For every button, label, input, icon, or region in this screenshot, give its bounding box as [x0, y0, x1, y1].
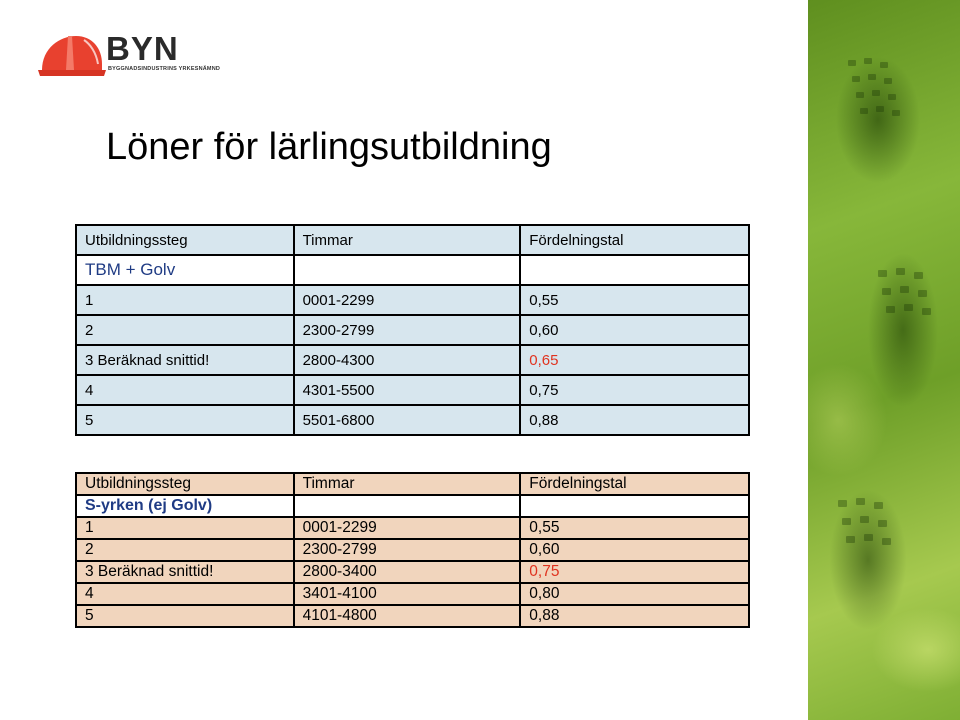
byn-logo	[38, 30, 221, 80]
table-row	[76, 605, 749, 627]
cell-step: 2	[76, 539, 294, 561]
cell-step: 5	[76, 405, 294, 435]
section-row	[76, 255, 749, 285]
logo-subtext: BYGGNADSINDUSTRINS YRKESNÄMND	[108, 66, 221, 72]
table-row	[76, 517, 749, 539]
header-utbildningssteg: Utbildningssteg	[76, 225, 294, 255]
section-row	[76, 495, 749, 517]
table-row	[76, 561, 749, 583]
cell-hours: 2300-2799	[294, 315, 521, 345]
cell-hours: 3401-4100	[294, 583, 521, 605]
cell-hours: 2800-3400	[294, 561, 521, 583]
page-title: Löner för lärlingsutbildning	[106, 126, 552, 168]
empty-cell	[520, 495, 749, 517]
table-row	[76, 539, 749, 561]
cell-factor: 0,60	[520, 315, 749, 345]
cell-hours: 5501-6800	[294, 405, 521, 435]
table-row	[76, 375, 749, 405]
cell-hours: 4101-4800	[294, 605, 521, 627]
empty-cell	[294, 495, 521, 517]
cell-hours: 2300-2799	[294, 539, 521, 561]
cell-step: 4	[76, 583, 294, 605]
cell-step: 1	[76, 285, 294, 315]
table-header-row	[76, 225, 749, 255]
header-utbildningssteg: Utbildningssteg	[76, 473, 294, 495]
cell-step: 3 Beräknad snittid!	[76, 345, 294, 375]
empty-cell	[294, 255, 521, 285]
header-timmar: Timmar	[294, 473, 521, 495]
cell-hours: 2800-4300	[294, 345, 521, 375]
cell-step: 1	[76, 517, 294, 539]
empty-cell	[520, 255, 749, 285]
logo-text: BYN	[106, 30, 179, 67]
header-timmar: Timmar	[294, 225, 521, 255]
footprint-pattern-icon	[808, 0, 960, 720]
cell-hours: 0001-2299	[294, 517, 521, 539]
salary-table-tbm-golv	[75, 224, 750, 436]
table-row	[76, 405, 749, 435]
cell-step: 2	[76, 315, 294, 345]
cell-hours: 0001-2299	[294, 285, 521, 315]
cell-factor: 0,80	[520, 583, 749, 605]
decorative-footprint-panel	[808, 0, 960, 720]
cell-factor: 0,88	[520, 605, 749, 627]
cell-factor-highlight: 0,65	[520, 345, 749, 375]
cell-step: 4	[76, 375, 294, 405]
cell-step: 5	[76, 605, 294, 627]
table-header-row	[76, 473, 749, 495]
cell-factor: 0,55	[520, 285, 749, 315]
cell-factor: 0,75	[520, 375, 749, 405]
header-fordelningstal: Fördelningstal	[520, 473, 749, 495]
helmet-icon	[38, 30, 108, 80]
cell-factor: 0,88	[520, 405, 749, 435]
cell-factor: 0,60	[520, 539, 749, 561]
table-row	[76, 285, 749, 315]
cell-factor: 0,55	[520, 517, 749, 539]
cell-step: 3 Beräknad snittid!	[76, 561, 294, 583]
salary-table-s-yrken	[75, 472, 750, 628]
section-label: TBM + Golv	[76, 255, 294, 285]
cell-hours: 4301-5500	[294, 375, 521, 405]
section-label: S-yrken (ej Golv)	[76, 495, 294, 517]
table-row	[76, 583, 749, 605]
header-fordelningstal: Fördelningstal	[520, 225, 749, 255]
table-row	[76, 345, 749, 375]
table-row	[76, 315, 749, 345]
cell-factor-highlight: 0,75	[520, 561, 749, 583]
